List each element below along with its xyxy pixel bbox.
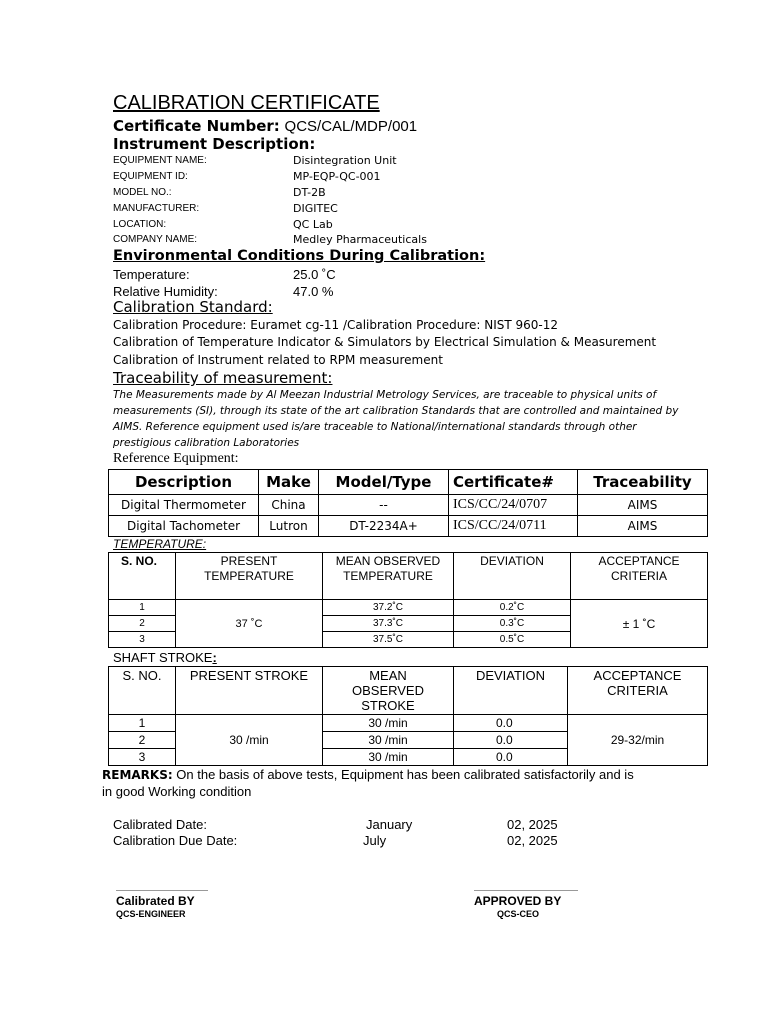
calibrated-date-month: January <box>366 817 413 832</box>
present-stroke: 30 /min <box>176 715 323 766</box>
calibrated-date-label: Calibrated Date: <box>113 817 207 832</box>
mean-observed: 37.2˚C <box>323 600 454 616</box>
reference-table <box>108 469 708 537</box>
env-value: 47.0 % <box>293 284 334 299</box>
table-cell: AIMS <box>578 516 708 537</box>
mean-observed: 30 /min <box>323 749 454 766</box>
column-header: ACCEPTANCE CRITERIA <box>568 667 708 715</box>
serial-number: 2 <box>109 732 176 749</box>
instrument-heading: Instrument Description: <box>113 135 316 153</box>
table-cell: DT-2234A+ <box>319 516 449 537</box>
acceptance-criteria: ± 1 ˚C <box>571 600 708 648</box>
serial-number: 1 <box>109 600 176 616</box>
column-header: PRESENT TEMPERATURE <box>176 553 323 600</box>
mean-observed: 30 /min <box>323 715 454 732</box>
instrument-label: COMPANY NAME: <box>113 234 198 245</box>
column-header: S. NO. <box>109 553 176 600</box>
instrument-value: MP-EQP-QC-001 <box>293 170 381 183</box>
due-date-day: 02, 2025 <box>507 833 558 848</box>
traceability-line: measurements (SI), through its state of the art calibration Standards that are controlled and maintained by <box>113 405 679 417</box>
calibrated-signature-line <box>116 890 208 891</box>
standard-line: Calibration Procedure: Euramet cg-11 /Calibration Procedure: NIST 960-12 <box>113 318 559 332</box>
traceability-line: AIMS. Reference equipment used is/are traceable to National/international standards through other <box>113 421 637 433</box>
mean-observed: 30 /min <box>323 732 454 749</box>
column-header: Make <box>259 470 319 495</box>
remarks-label: REMARKS: <box>102 768 173 782</box>
traceability-heading: Traceability of measurement: <box>113 369 333 387</box>
shaft-stroke-label: SHAFT STROKE <box>113 650 213 665</box>
table-header-row <box>109 470 708 495</box>
column-header: S. NO. <box>109 667 176 715</box>
table-cell: AIMS <box>578 495 708 516</box>
instrument-label: EQUIPMENT ID: <box>113 171 188 182</box>
deviation: 0.0 <box>454 715 568 732</box>
reference-heading: Reference Equipment: <box>113 451 239 466</box>
column-header: ACCEPTANCE CRITERIA <box>571 553 708 600</box>
column-header: Description <box>109 470 259 495</box>
column-header: DEVIATION <box>454 667 568 715</box>
standard-line: Calibration of Instrument related to RPM measurement <box>113 353 443 367</box>
deviation: 0.5˚C <box>454 632 571 648</box>
table-row <box>109 600 708 616</box>
certificate-number-value: QCS/CAL/MDP/001 <box>284 118 418 135</box>
certificate-number <box>113 117 417 135</box>
instrument-value: Disintegration Unit <box>293 154 397 167</box>
deviation: 0.0 <box>454 749 568 766</box>
table-cell: Digital Tachometer <box>109 516 259 537</box>
serial-number: 1 <box>109 715 176 732</box>
standard-line: Calibration of Temperature Indicator & Simulators by Electrical Simulation & Measurement <box>113 335 657 349</box>
shaft-stroke-colon: : <box>212 650 217 665</box>
instrument-value: Medley Pharmaceuticals <box>293 233 427 246</box>
present-temperature: 37 ˚C <box>176 600 323 648</box>
column-header: DEVIATION <box>454 553 571 600</box>
mean-observed: 37.3˚C <box>323 616 454 632</box>
deviation: 0.0 <box>454 732 568 749</box>
table-row <box>109 495 708 516</box>
column-header: Traceability <box>578 470 708 495</box>
instrument-value: DIGITEC <box>293 202 338 215</box>
table-cell: China <box>259 495 319 516</box>
env-label: Relative Humidity: <box>113 284 218 299</box>
column-header: Certificate# <box>449 470 578 495</box>
env-label: Temperature: <box>113 267 190 282</box>
table-cell: ICS/CC/24/0707 <box>449 495 578 516</box>
column-header: MEAN OBSERVED STROKE <box>323 667 454 715</box>
calibrated-by-role: QCS-ENGINEER <box>116 909 186 919</box>
instrument-label: LOCATION: <box>113 219 167 230</box>
remarks <box>102 767 634 782</box>
column-header: MEAN OBSERVED TEMPERATURE <box>323 553 454 600</box>
table-header-row <box>109 667 708 715</box>
env-value: 25.0 ˚C <box>293 267 336 282</box>
instrument-value: QC Lab <box>293 218 333 231</box>
deviation: 0.3˚C <box>454 616 571 632</box>
env-heading: Environmental Conditions During Calibration: <box>113 248 486 264</box>
mean-observed: 37.5˚C <box>323 632 454 648</box>
approved-by-label: APPROVED BY <box>474 894 562 908</box>
table-cell: Lutron <box>259 516 319 537</box>
certificate-number-label: Certificate Number: <box>113 117 280 135</box>
remarks-text-line2: in good Working condition <box>102 784 252 799</box>
standard-heading: Calibration Standard: <box>113 298 273 316</box>
shaft-stroke-table <box>108 666 708 766</box>
table-cell: Digital Thermometer <box>109 495 259 516</box>
acceptance-criteria: 29-32/min <box>568 715 708 766</box>
traceability-line: The Measurements made by Al Meezan Industrial Metrology Services, are traceable to physical units of <box>113 389 657 401</box>
table-cell: ICS/CC/24/0711 <box>449 516 578 537</box>
instrument-label: EQUIPMENT NAME: <box>113 155 207 166</box>
serial-number: 3 <box>109 749 176 766</box>
calibrated-by-label: Calibrated BY <box>116 894 195 908</box>
remarks-text: On the basis of above tests, Equipment has been calibrated satisfactorily and is <box>172 767 634 782</box>
table-cell: -- <box>319 495 449 516</box>
approved-by-role: QCS-CEO <box>497 909 540 919</box>
temperature-table <box>108 552 708 648</box>
instrument-value: DT-2B <box>293 186 326 199</box>
column-header: Model/Type <box>319 470 449 495</box>
approved-signature-line <box>474 890 578 891</box>
deviation: 0.2˚C <box>454 600 571 616</box>
temperature-heading: TEMPERATURE: <box>113 537 207 551</box>
due-date-month: July <box>363 833 387 848</box>
instrument-label: MODEL NO.: <box>113 187 172 198</box>
table-row <box>109 715 708 732</box>
traceability-line: prestigious calibration Laboratories <box>113 437 300 449</box>
table-header-row <box>109 553 708 600</box>
shaft-stroke-heading <box>113 650 217 665</box>
calibrated-date-day: 02, 2025 <box>507 817 558 832</box>
serial-number: 3 <box>109 632 176 648</box>
column-header: PRESENT STROKE <box>176 667 323 715</box>
instrument-label: MANUFACTURER: <box>113 203 200 214</box>
table-row <box>109 516 708 537</box>
certificate-title: CALIBRATION CERTIFICATE <box>113 92 380 114</box>
due-date-label: Calibration Due Date: <box>113 833 238 848</box>
serial-number: 2 <box>109 616 176 632</box>
